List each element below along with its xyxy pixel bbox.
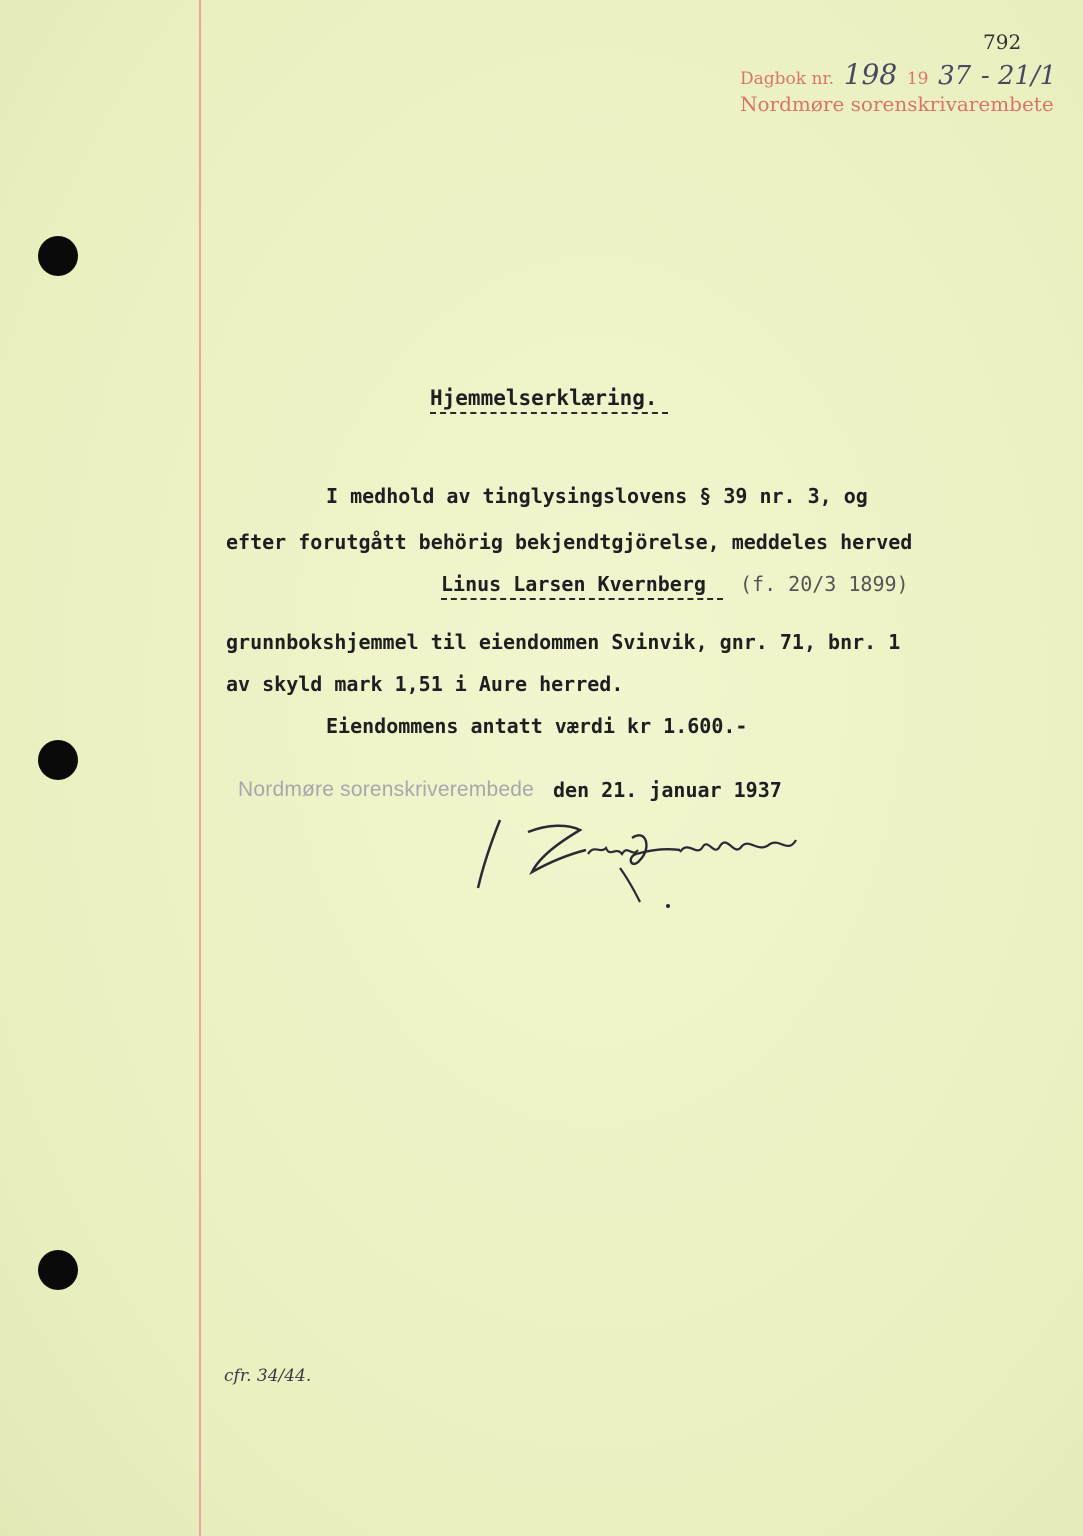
punch-hole xyxy=(38,1250,78,1290)
owner-birth: (f. 20/3 1899) xyxy=(740,572,909,596)
body-line-5: Eiendommens antatt værdi kr 1.600.- xyxy=(326,714,748,738)
owner-name: Linus Larsen Kvernberg xyxy=(441,572,706,596)
margin-note: cfr. 34/44. xyxy=(224,1366,312,1386)
owner-name-underline xyxy=(441,598,723,600)
body-line-4: av skyld mark 1,51 i Aure herred. xyxy=(226,672,624,696)
dagbok-stamp xyxy=(740,58,1056,91)
body-line-1: I medhold av tinglysingslovens § 39 nr. 3, og xyxy=(326,484,868,508)
title-underline xyxy=(430,412,668,414)
dagbok-date-note: - 21/1 xyxy=(980,61,1057,91)
body-line-3: grunnbokshjemmel til eiendommen Svinvik, gnr. 71, bnr. 1 xyxy=(226,630,901,654)
punch-hole xyxy=(38,236,78,276)
dagbok-year-prefix: 19 xyxy=(906,69,929,89)
office-stamp-bottom: Nordmøre sorenskriverembede xyxy=(238,778,534,801)
punch-hole xyxy=(38,740,78,780)
date-line: den 21. januar 1937 xyxy=(553,778,782,802)
margin-line xyxy=(199,0,201,1536)
office-stamp-top: Nordmøre sorenskrivarembete xyxy=(740,92,1054,116)
dagbok-number: 198 xyxy=(843,58,898,91)
dagbok-year-suffix: 37 xyxy=(938,61,972,91)
page-number: 792 xyxy=(983,30,1022,54)
dagbok-label: Dagbok nr. xyxy=(740,69,835,89)
body-line-2: efter forutgått behörig bekjendtgjörelse, meddeles herved xyxy=(226,530,913,554)
signature xyxy=(470,810,810,920)
document-title: Hjemmelserklæring. xyxy=(430,386,658,410)
